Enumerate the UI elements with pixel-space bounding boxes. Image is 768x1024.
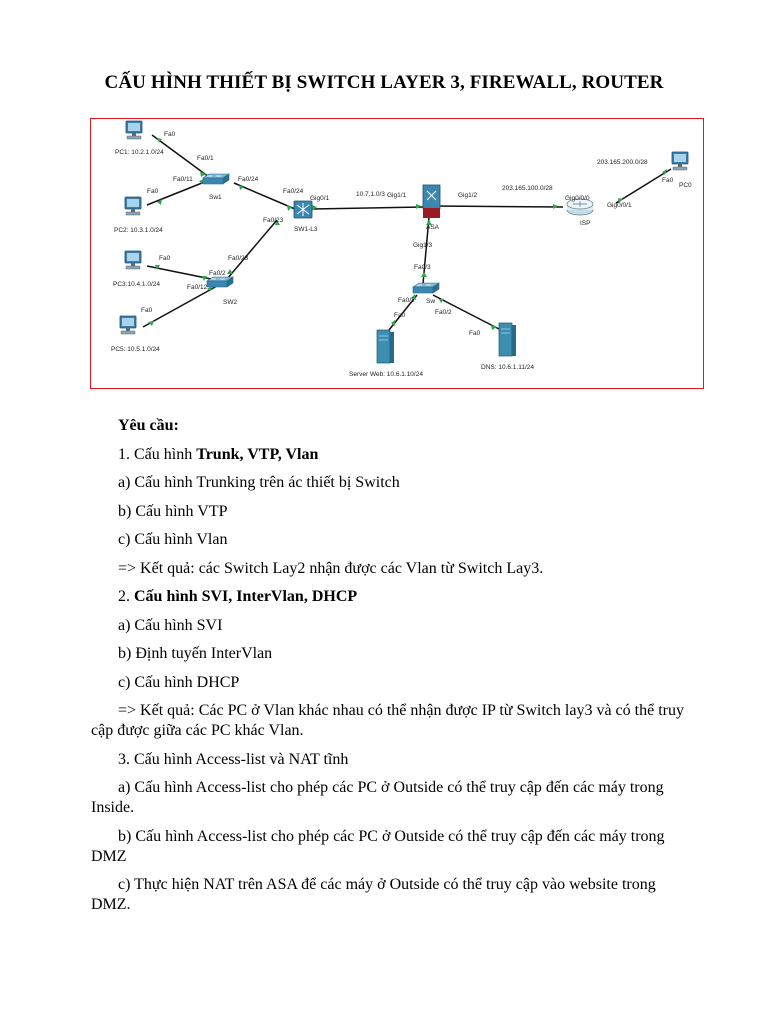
port-label: Fa0 [141, 307, 153, 314]
port-label: Gig1/3 [413, 242, 433, 249]
port-label: Fa0 [164, 131, 176, 138]
pc0-icon [672, 152, 688, 170]
dns-label: DNS: 10.6.1.11/24 [481, 364, 534, 371]
port-label: Gig0/0/1 [607, 202, 632, 209]
pc0-network-label: 203.165.200.0/28 [597, 159, 648, 166]
port-label: Fa0 [469, 330, 481, 337]
port-label: Fa0/24 [283, 188, 304, 195]
port-label: Fa0/1 [398, 297, 415, 304]
port-label: Fa0 [159, 255, 171, 262]
port-label: Fa0/23 [263, 217, 284, 224]
port-label: Fa0/3 [414, 264, 431, 271]
pc5-icon [120, 316, 136, 334]
port-label: Fa0/12 [187, 284, 208, 291]
sw2-icon [207, 277, 233, 287]
asa-icon [423, 185, 440, 218]
pc2-icon [125, 197, 141, 215]
pc1-label: PC1: 10.2.1.0/24 [115, 149, 164, 156]
section-2-item-b: b) Định tuyến InterVlan [118, 645, 273, 662]
sw2-label: SW2 [223, 299, 238, 306]
pc3-icon [125, 251, 141, 269]
dns-server-icon [499, 323, 516, 356]
section-3-item-c: c) Thực hiện NAT trên ASA để các máy ở Outside có thể truy cập vào website trong DMZ. [91, 876, 656, 913]
port-label: Fa0/1 [197, 155, 214, 162]
section-2-result: => Kết quả: Các PC ở Vlan khác nhau có thể nhận được IP từ Switch lay3 và có thể truy cập được giữa các PC khác Vlan. [91, 702, 684, 739]
port-label: Gig1/2 [458, 192, 478, 199]
document-title: CẤU HÌNH THIẾT BỊ SWITCH LAYER 3, FIREWALL, ROUTER [104, 72, 664, 93]
port-label: Fa0/2 [209, 270, 226, 277]
port-label: Fa0/11 [173, 176, 193, 183]
port-label: Fa0/24 [238, 176, 259, 183]
section-2-heading: 2. Cấu hình SVI, InterVlan, DHCP [118, 588, 358, 605]
pc3-label: PC3:10.4.1.0/24 [113, 281, 160, 288]
section-3-item-b: b) Cấu hình Access-list cho phép các PC ở Outside có thể truy cập đến các máy trong DMZ [91, 827, 665, 865]
section-3-heading: 3. Cấu hình Access-list và NAT tĩnh [118, 750, 349, 768]
link-network-label: 203.165.100.0/28 [502, 185, 553, 192]
requirements-section [91, 416, 691, 924]
sw1-l3-label: SW1-L3 [294, 226, 318, 233]
port-label: Fa0/2 [435, 309, 452, 316]
port-label: Fa0 [662, 177, 674, 184]
port-label: Fa0 [147, 188, 159, 195]
pc2-label: PC2: 10.3.1.0/24 [114, 227, 163, 234]
requirements-heading: Yêu cầu: [118, 417, 179, 434]
section-1-result: => Kết quả: các Switch Lay2 nhận được các Vlan từ Switch Lay3. [118, 559, 544, 577]
port-label: Gig0/1 [310, 195, 330, 202]
section-1-heading: 1. Cấu hình Trunk, VTP, Vlan [118, 445, 319, 463]
port-label: Fa0 [394, 312, 406, 319]
port-label: Gig0/0/0 [565, 195, 590, 202]
sw1-label: Sw1 [209, 194, 222, 201]
network-diagram [90, 118, 704, 389]
section-1-item-b: b) Cấu hình VTP [118, 502, 228, 520]
section-2-item-c: c) Cấu hình DHCP [118, 673, 240, 691]
sw1-icon [203, 174, 229, 184]
section-3-item-a: a) Cấu hình Access-list cho phép các PC ở Outside có thể truy cập đến các máy trong Inside. [91, 779, 664, 816]
server-web-label: Server Web: 10.6.1.10/24 [349, 371, 423, 378]
port-label: Gig1/1 [387, 192, 407, 199]
asa-label: ASA [426, 224, 440, 231]
isp-label: ISP [580, 220, 591, 227]
link-network-label: 10.7.1.0/3 [356, 191, 385, 198]
server-web-icon [377, 330, 394, 363]
port-label: Fa0/23 [228, 255, 249, 262]
pc0-label: PC0 [679, 182, 692, 189]
section-1-item-a: a) Cấu hình Trunking trên ác thiết bị Switch [118, 474, 400, 491]
section-2-item-a: a) Cấu hình SVI [118, 616, 223, 634]
sw-dmz-label: Sw [426, 298, 436, 305]
pc5-label: PC5: 10.5.1.0/24 [111, 346, 160, 353]
sw-dmz-icon [413, 283, 439, 293]
section-1-item-c: c) Cấu hình Vlan [118, 531, 228, 548]
pc1-icon [126, 121, 142, 139]
sw1-l3-icon [294, 201, 312, 218]
